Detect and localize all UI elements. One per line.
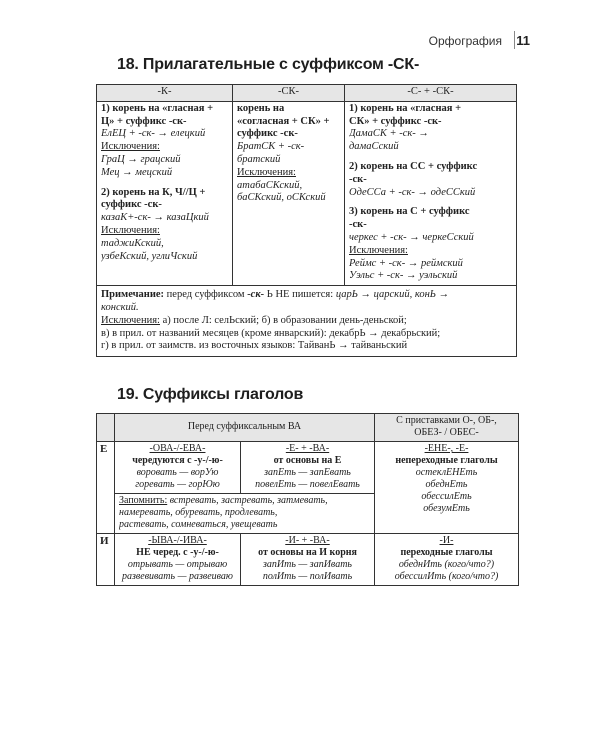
- memorize-line: [119, 495, 370, 507]
- suffix-title: -И-: [439, 535, 454, 546]
- example-line: БратСК + -ск-: [237, 141, 305, 153]
- ova-eva-cell: [115, 442, 241, 494]
- rule-line: от основы на Е: [273, 455, 342, 466]
- i-cell: [375, 534, 519, 586]
- example-line: ГраЦ → грацский: [101, 153, 181, 165]
- exceptions-label: Исключения:: [101, 141, 160, 153]
- example-line: обессилИть (кого/что?): [394, 571, 499, 582]
- header-line: ОБЕЗ- / ОБЕС-: [414, 427, 479, 438]
- table-header-row: [97, 414, 519, 442]
- example-line: ДамаСК + -ск- →: [349, 128, 429, 140]
- rule-line: -ск-: [349, 173, 367, 185]
- suffix-title: -И- + -ВА-: [285, 535, 330, 546]
- corner-cell: [97, 414, 115, 442]
- rule-line: чередуются с -у-/-ю-: [132, 455, 223, 466]
- column-header: Перед суффиксальным ВА: [115, 414, 375, 442]
- table-row: [97, 442, 519, 494]
- example-line: дамаСский: [349, 141, 399, 153]
- ene-e-cell: [375, 442, 519, 534]
- rule-line: суффикс -ск-: [101, 199, 162, 211]
- note-line: конский.: [101, 301, 139, 313]
- example-line: развевивать — развеиваю: [122, 571, 233, 582]
- example-line: обезумЕть: [423, 503, 470, 514]
- suffix-title: -Е- + -ВА-: [285, 443, 330, 454]
- example-line: обессилЕть: [421, 491, 472, 502]
- example-line: обеднИть (кого/что?): [398, 559, 495, 570]
- rule-line: 1) корень на «гласная +: [349, 102, 462, 114]
- i-va-cell: [241, 534, 375, 586]
- adjectives-sk-table: [96, 84, 517, 357]
- rule-line: 2) корень на К, Ч//Ц +: [101, 186, 206, 198]
- example-line: Уэльс + -ск- → уэльский: [349, 270, 458, 282]
- header-line: С приставками О-, ОБ-,: [396, 415, 497, 426]
- verb-suffixes-table: [96, 413, 519, 586]
- note-line: [101, 289, 512, 302]
- example-line: узбеКский, углиЧский: [101, 250, 198, 262]
- note-label: Примечание:: [101, 289, 165, 301]
- example-line: запЕть — запЕвать: [264, 467, 351, 478]
- rule-line: переходные глаголы: [400, 547, 493, 558]
- rule-line: от основы на И корня: [258, 547, 357, 558]
- e-va-cell: [241, 442, 375, 494]
- note-line: в) в прил. от названий месяцев (кроме январский): декабрЬ → декабрьский;: [101, 327, 441, 339]
- column-header: -С- + -СК-: [345, 85, 517, 102]
- rule-line: 1) корень на «гласная +: [101, 102, 214, 114]
- example-line: отрывать — отрываю: [127, 559, 228, 570]
- example-line: горевать — горЮю: [135, 479, 220, 490]
- row-letter: И: [97, 534, 115, 586]
- table-header-row: [97, 85, 517, 102]
- rule-line: непереходные глаголы: [395, 455, 498, 466]
- exceptions-label: Исключения:: [349, 244, 408, 256]
- exceptions-label: Исключения:: [237, 166, 296, 178]
- note-text: а) после Л: селЬский; б) в образовании день-деньской;: [159, 314, 407, 326]
- yva-iva-cell: [115, 534, 241, 586]
- example-line: ОдеССа + -ск- → одеССкий: [349, 186, 476, 198]
- col-k-cell: [97, 101, 233, 285]
- table-row: [97, 101, 517, 285]
- col-sk-cell: [233, 101, 345, 285]
- row-letter: Е: [97, 442, 115, 534]
- exceptions-label: Исключения:: [101, 224, 160, 236]
- col-s-sk-cell: [345, 101, 517, 285]
- example-line: воровать — ворУю: [136, 467, 219, 478]
- note-row: [97, 286, 517, 357]
- example-line: атабаСКский,: [237, 179, 303, 191]
- section-19-title: 19. Суффиксы глаголов: [117, 386, 304, 403]
- memorize-label: Запомнить:: [119, 495, 168, 506]
- example-line: полИть — полИвать: [262, 571, 353, 582]
- column-header: -СК-: [233, 85, 345, 102]
- rule-line: «согласная + СК» +: [237, 115, 330, 127]
- exceptions-label: Исключения:: [101, 314, 160, 326]
- note-text: перед суффиксом: [164, 289, 248, 301]
- example-line: братский: [237, 153, 281, 165]
- rule-line: СК» + суффикс -ск-: [349, 115, 442, 127]
- note-suffix: -ск-: [247, 289, 265, 301]
- rule-line: 3) корень на С + суффикс: [349, 206, 470, 218]
- note-line: г) в прил. от заимств. из восточных языков: ТайванЬ → тайваньский: [101, 340, 408, 352]
- note-cell: [97, 286, 517, 357]
- example-line: повелЕть — повелЕвать: [255, 479, 360, 490]
- note-text: Ь НЕ пишется:: [264, 289, 336, 301]
- example-line: обеднЕть: [425, 479, 468, 490]
- rule-line: Ц» + суффикс -ск-: [101, 115, 187, 127]
- column-header: [375, 414, 519, 442]
- memorize-words: встревать, застревать, затмевать,: [167, 495, 328, 506]
- rule-line: корень на: [237, 102, 285, 114]
- example-line: Мец → мецский: [101, 166, 173, 178]
- rule-line: НЕ черед. с -у-/-ю-: [136, 547, 219, 558]
- header-divider: [514, 31, 515, 49]
- memorize-line: растевать, сомневаться, увещевать: [119, 519, 278, 530]
- note-line: [101, 315, 512, 328]
- example-line: баСКский, оСКский: [237, 192, 326, 204]
- suffix-title: -ЫВА-/-ИВА-: [148, 535, 207, 546]
- example-line: таджиКский,: [101, 237, 164, 249]
- page-number: 11: [516, 33, 530, 48]
- memorize-cell: [115, 494, 375, 534]
- example-line: Реймс + -ск- → реймский: [349, 257, 463, 269]
- table-row: [97, 534, 519, 586]
- section-18-title: 18. Прилагательные с суффиксом -СК-: [117, 56, 420, 73]
- rule-line: суффикс -ск-: [237, 128, 298, 140]
- example-line: черкес + -ск- → черкеСский: [349, 231, 474, 243]
- example-line: казаК+-ск- → казаЦкий: [101, 212, 209, 224]
- example-line: остеклЕНЕть: [415, 467, 478, 478]
- note-example: царЬ → царский, конЬ →: [335, 289, 450, 301]
- running-head: Орфография: [428, 34, 502, 48]
- rule-line: 2) корень на СС + суффикс: [349, 160, 478, 172]
- example-line: ЕлЕЦ + -ск- → елецкий: [101, 128, 206, 140]
- column-header: -К-: [97, 85, 233, 102]
- example-line: запИть — запИвать: [263, 559, 352, 570]
- memorize-line: намеревать, обуревать, продлевать,: [119, 507, 278, 518]
- suffix-title: -ОВА-/-ЕВА-: [149, 443, 206, 454]
- suffix-title: -ЕНЕ-, -Е-: [424, 443, 469, 454]
- rule-line: -ск-: [349, 219, 367, 231]
